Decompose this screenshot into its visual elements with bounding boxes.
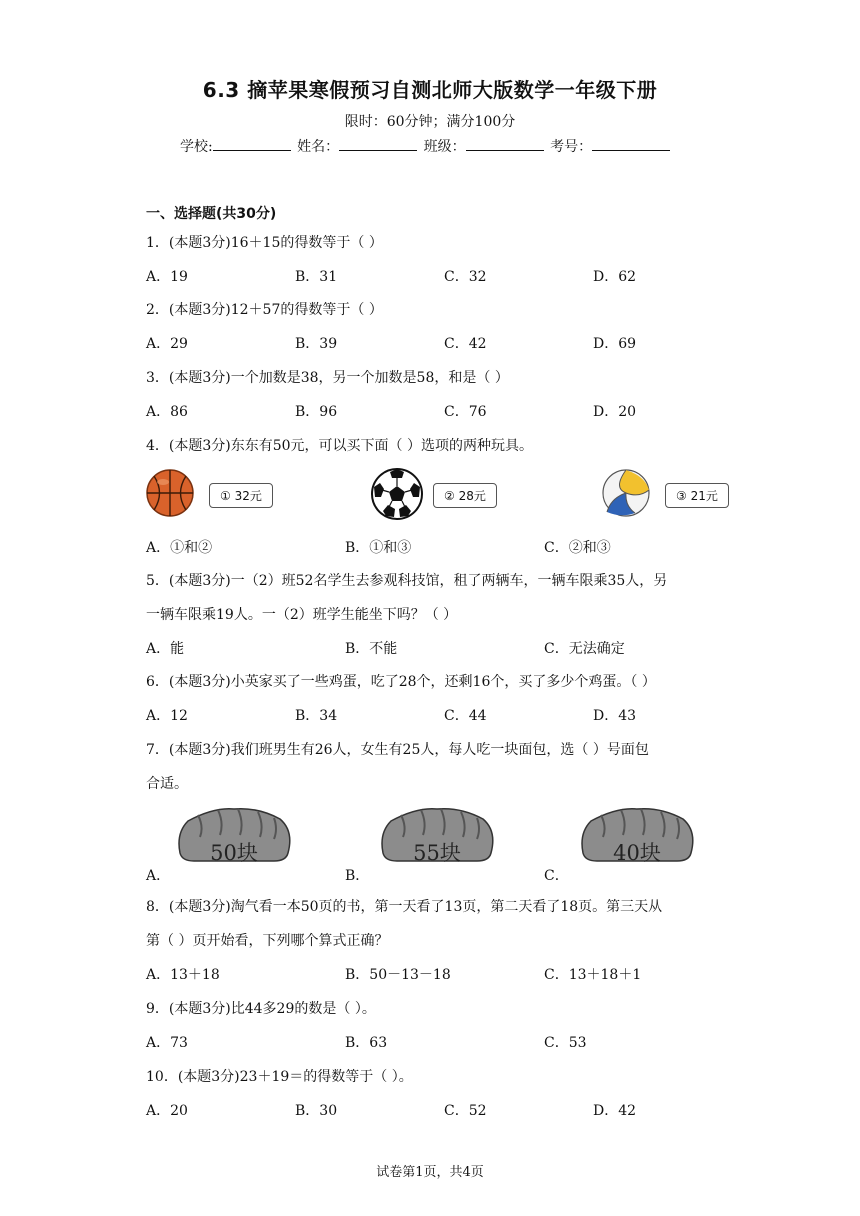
option-a[interactable]: A．29 xyxy=(146,336,188,352)
option-a[interactable]: A．73 xyxy=(146,1035,188,1051)
option-b[interactable]: B．①和③ xyxy=(345,540,412,556)
bread-image-c xyxy=(577,803,697,867)
basketball-icon xyxy=(145,468,195,518)
option-b[interactable]: B．50－13－18 xyxy=(345,967,451,983)
bread-label: 55块 xyxy=(413,841,461,865)
option-b[interactable]: B．31 xyxy=(295,269,338,285)
option-b[interactable]: B．39 xyxy=(295,336,338,352)
option-a[interactable]: A． xyxy=(146,868,171,884)
option-b[interactable]: B．63 xyxy=(345,1035,388,1051)
page-footer: 试卷第1页，共4页 xyxy=(376,1165,484,1180)
section-heading: 一、选择题(共30分) xyxy=(146,206,277,222)
option-b[interactable]: B．30 xyxy=(295,1103,338,1119)
option-c[interactable]: C．44 xyxy=(444,708,487,724)
question-7-cont: 合适。 xyxy=(146,776,188,792)
option-c[interactable]: C．②和③ xyxy=(544,540,611,556)
option-b[interactable]: B．不能 xyxy=(345,641,398,657)
school-label: 学校: xyxy=(180,139,213,155)
exam-number-label: 考号： xyxy=(550,139,593,155)
name-blank[interactable] xyxy=(339,138,417,151)
option-c[interactable]: C．32 xyxy=(444,269,487,285)
exam-number-blank[interactable] xyxy=(592,138,670,151)
toy-price-3: ③ 21元 xyxy=(665,483,729,508)
name-label: 姓名： xyxy=(297,139,340,155)
option-d[interactable]: D．43 xyxy=(593,708,637,724)
option-d[interactable]: D．20 xyxy=(593,404,637,420)
question-2: 2．(本题3分)12＋57的得数等于（ ） xyxy=(146,302,383,318)
question-8-cont: 第（ ）页开始看，下列哪个算式正确？ xyxy=(146,933,389,949)
option-b[interactable]: B．34 xyxy=(295,708,338,724)
question-5-cont: 一辆车限乘19人。一（2）班学生能坐下吗？（ ） xyxy=(146,607,458,623)
question-7: 7．(本题3分)我们班男生有26人，女生有25人，每人吃一块面包，选（ ）号面包 xyxy=(146,742,649,758)
question-10: 10．(本题3分)23＋19＝的得数等于（ ）。 xyxy=(146,1069,413,1085)
option-c[interactable]: C．53 xyxy=(544,1035,587,1051)
option-a[interactable]: A．12 xyxy=(146,708,188,724)
question-4: 4．(本题3分)东东有50元，可以买下面（ ）选项的两种玩具。 xyxy=(146,438,534,454)
bread-image-a xyxy=(174,803,294,867)
bread-image-b xyxy=(377,803,497,867)
option-a[interactable]: A．13＋18 xyxy=(146,967,220,983)
option-d[interactable]: D．62 xyxy=(593,269,637,285)
class-label: 班级： xyxy=(423,139,466,155)
option-d[interactable]: D．69 xyxy=(593,336,637,352)
page-title: 6.3 摘苹果寒假预习自测北师大版数学一年级下册 xyxy=(202,78,658,102)
option-a[interactable]: A．86 xyxy=(146,404,188,420)
option-d[interactable]: D．42 xyxy=(593,1103,637,1119)
option-a[interactable]: A．能 xyxy=(146,641,185,657)
question-1: 1．(本题3分)16＋15的得数等于（ ） xyxy=(146,235,383,251)
option-c[interactable]: C．无法确定 xyxy=(544,641,625,657)
option-c[interactable]: C．52 xyxy=(444,1103,487,1119)
student-info-line xyxy=(180,136,672,156)
toy-price-1: ① 32元 xyxy=(209,483,273,508)
option-b[interactable]: B．96 xyxy=(295,404,338,420)
question-6: 6．(本题3分)小英家买了一些鸡蛋，吃了28个，还剩16个，买了多少个鸡蛋。（ ） xyxy=(146,674,656,690)
soccer-ball-icon xyxy=(370,467,424,521)
question-3: 3．(本题3分)一个加数是38，另一个加数是58，和是（ ） xyxy=(146,370,509,386)
volleyball-icon xyxy=(601,468,651,518)
option-c[interactable]: C．76 xyxy=(444,404,487,420)
option-a[interactable]: A．20 xyxy=(146,1103,188,1119)
option-c[interactable]: C．42 xyxy=(444,336,487,352)
question-8: 8．(本题3分)淘气看一本50页的书，第一天看了13页，第二天看了18页。第三天从 xyxy=(146,899,663,915)
option-c[interactable]: C．13＋18＋1 xyxy=(544,967,642,983)
toy-price-2: ② 28元 xyxy=(433,483,497,508)
option-a[interactable]: A．19 xyxy=(146,269,188,285)
school-blank[interactable] xyxy=(213,138,291,151)
exam-subtitle: 限时：60分钟；满分100分 xyxy=(344,114,516,130)
option-c[interactable]: C． xyxy=(544,868,569,884)
bread-label: 50块 xyxy=(210,841,258,865)
question-5: 5．(本题3分)一（2）班52名学生去参观科技馆，租了两辆车，一辆车限乘35人，另 xyxy=(146,573,668,589)
class-blank[interactable] xyxy=(466,138,544,151)
option-a[interactable]: A．①和② xyxy=(146,540,213,556)
question-9: 9．(本题3分)比44多29的数是（ ）。 xyxy=(146,1001,376,1017)
bread-label: 40块 xyxy=(613,841,661,865)
option-b[interactable]: B． xyxy=(345,868,370,884)
